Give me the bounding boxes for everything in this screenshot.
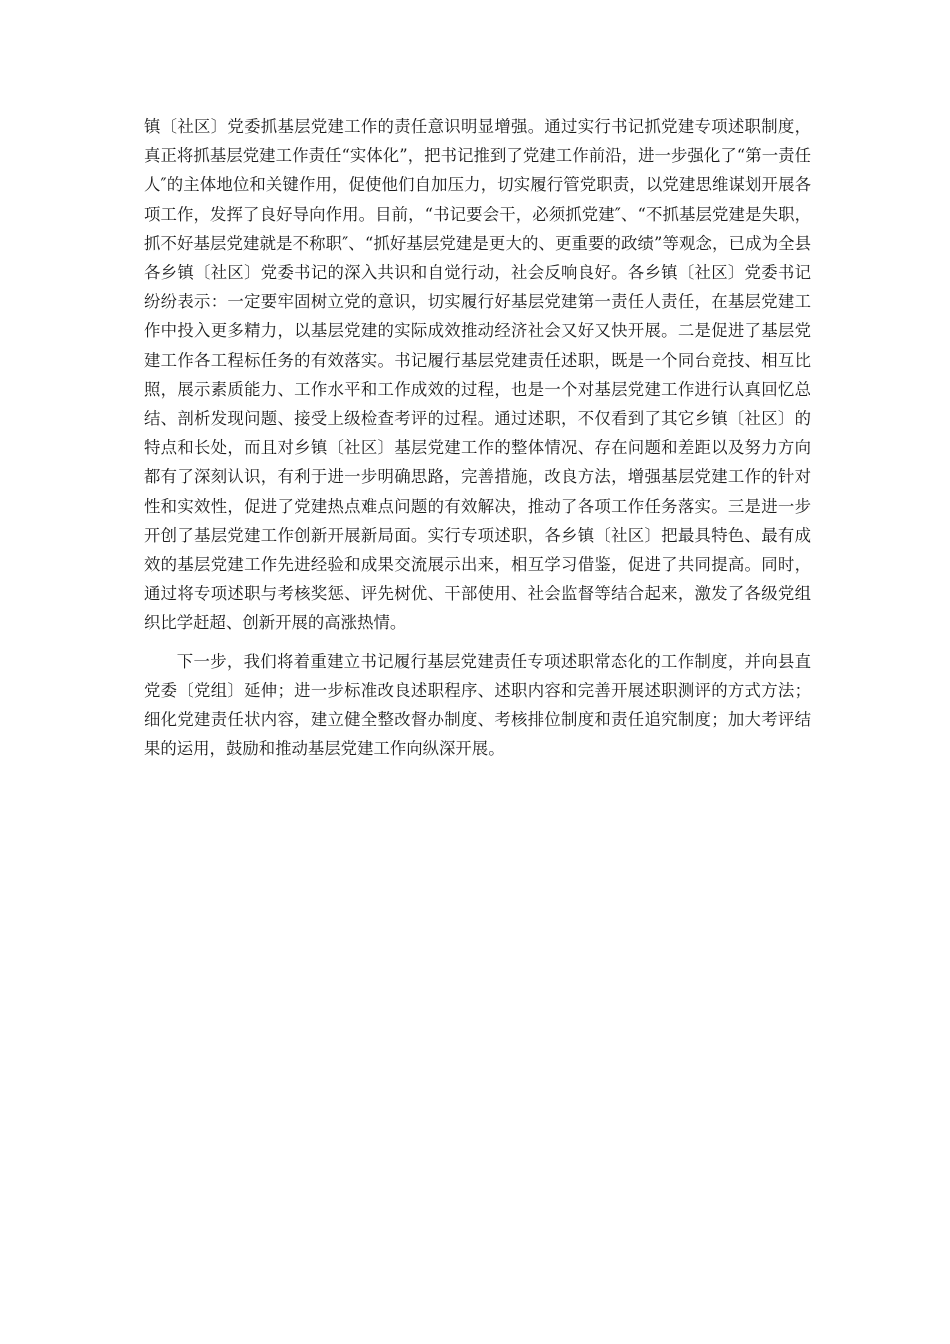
paragraph-next-steps: 下一步，我们将着重建立书记履行基层党建责任专项述职常态化的工作制度，并向县直党委〔党组〕延伸；进一步标准改良述职程序、述职内容和完善开展述职测评的方式方法；细化党建责任状内容，建立健全整改督办制度、考核排位制度和责任追究制度；加大考评结果的运用，鼓励和推动基层党建工作向纵深开展。 <box>144 651 811 759</box>
document-body <box>144 112 811 763</box>
paragraph-continuation: 镇〔社区〕党委抓基层党建工作的责任意识明显增强。通过实行书记抓党建专项述职制度，真正将抓基层党建工作责任“实体化”，把书记推到了党建工作前沿，进一步强化了“第一责任人″的主体地位和关键作用，促使他们自加压力，切实履行管党职责，以党建思维谋划开展各项工作，发挥了良好导向作用。目前，“书记要会干，必须抓党建″、“不抓基层党建是失职，抓不好基层党建就是不称职″、“抓好基层党建是更大的、更重要的政绩”等观念，已成为全县各乡镇〔社区〕党委书记的深入共识和自觉行动，社会反响良好。各乡镇〔社区〕党委书记纷纷表示：一定要牢固树立党的意识，切实履行好基层党建第一责任人责任，在基层党建工作中投入更多精力，以基层党建的实际成效推动经济社会又好又快开展。二是促进了基层党建工作各工程标任务的有效落实。书记履行基层党建责任述职，既是一个同台竞技、相互比照，展示素质能力、工作水平和工作成效的过程，也是一个对基层党建工作进行认真回忆总结、剖析发现问题、接受上级检查考评的过程。通过述职，不仅看到了其它乡镇〔社区〕的特点和长处，而且对乡镇〔社区〕基层党建工作的整体情况、存在问题和差距以及努力方向都有了深刻认识，有利于进一步明确思路，完善措施，改良方法，增强基层党建工作的针对性和实效性，促进了党建热点难点问题的有效解决，推动了各项工作任务落实。三是进一步开创了基层党建工作创新开展新局面。实行专项述职，各乡镇〔社区〕把最具特色、最有成效的基层党建工作先进经验和成果交流展示出来，相互学习借鉴，促进了共同提高。同时，通过将专项述职与考核奖惩、评先树优、干部使用、社会监督等结合起来，激发了各级党组织比学赶超、创新开展的高涨热情。 <box>144 117 811 633</box>
